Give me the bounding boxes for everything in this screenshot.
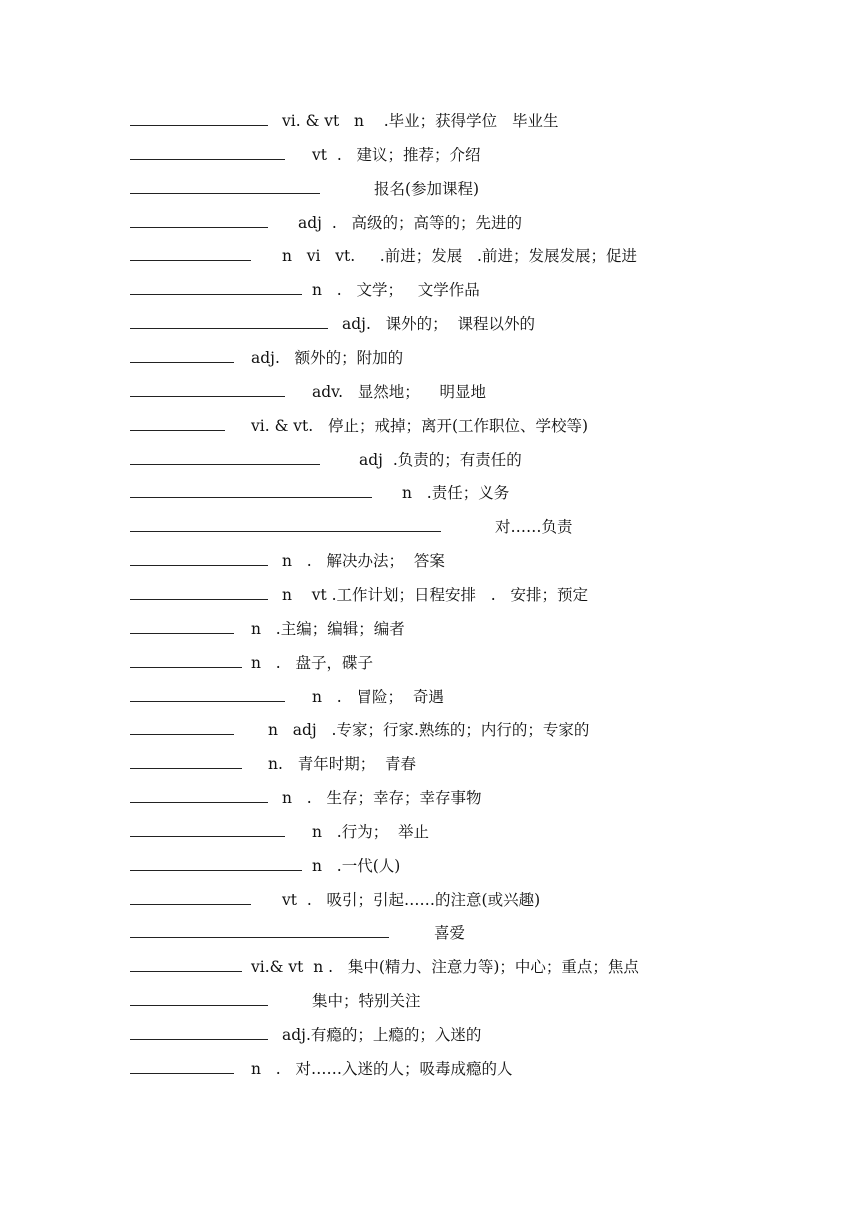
vocab-definition: 集中；特别关注 (312, 992, 421, 1010)
answer-blank[interactable] (130, 531, 441, 532)
vocab-definition: n .一代(人) (312, 857, 401, 875)
answer-blank[interactable] (130, 667, 242, 668)
answer-blank[interactable] (130, 260, 251, 261)
vocab-definition: n . 盘子，碟子 (251, 654, 373, 672)
answer-blank[interactable] (130, 125, 268, 126)
answer-blank[interactable] (130, 768, 242, 769)
answer-blank[interactable] (130, 971, 242, 972)
vocab-row (130, 445, 522, 475)
vocab-definition: adj . 高级的；高等的；先进的 (298, 214, 523, 232)
vocab-definition: n vi vt. .前进；发展 .前进；发展发展；促进 (282, 247, 637, 265)
answer-blank[interactable] (130, 497, 372, 498)
vocab-row (130, 885, 541, 915)
vocab-row (130, 614, 405, 644)
vocab-definition: n .行为； 举止 (312, 823, 430, 841)
vocab-definition: vt . 吸引；引起……的注意(或兴趣) (282, 891, 541, 909)
vocab-row (130, 1020, 482, 1050)
vocab-row (130, 241, 637, 271)
vocab-definition: n adj .专家；行家.熟练的；内行的；专家的 (268, 721, 590, 739)
vocab-definition: vi.& vt n . 集中(精力、注意力等)；中心；重点；焦点 (251, 958, 639, 976)
vocab-row (130, 411, 589, 441)
vocab-definition: adj.有瘾的；上瘾的；入迷的 (282, 1026, 482, 1044)
vocab-row (130, 309, 536, 339)
answer-blank[interactable] (130, 1039, 268, 1040)
vocab-definition: n . 解决办法； 答案 (282, 552, 445, 570)
vocab-definition: n . 文学； 文学作品 (312, 281, 480, 299)
vocab-definition: n vt .工作计划；日程安排 . 安排；预定 (282, 586, 589, 604)
vocab-definition: 对……负责 (495, 518, 573, 536)
answer-blank[interactable] (130, 870, 302, 871)
answer-blank[interactable] (130, 227, 268, 228)
answer-blank[interactable] (130, 328, 328, 329)
answer-blank[interactable] (130, 599, 268, 600)
vocab-row (130, 952, 639, 982)
vocab-definition: adj .负责的；有责任的 (359, 451, 522, 469)
vocab-row (130, 377, 486, 407)
vocab-row (130, 580, 589, 610)
vocab-row (130, 918, 466, 948)
answer-blank[interactable] (130, 633, 234, 634)
vocab-row (130, 512, 573, 542)
vocab-row (130, 546, 445, 576)
vocab-definition: n .责任；义务 (402, 484, 510, 502)
vocab-row (130, 478, 510, 508)
answer-blank[interactable] (130, 565, 268, 566)
answer-blank[interactable] (130, 396, 285, 397)
vocab-row (130, 749, 417, 779)
answer-blank[interactable] (130, 1005, 268, 1006)
vocab-definition: adj. 课外的； 课程以外的 (342, 315, 536, 333)
vocab-row (130, 174, 480, 204)
vocab-definition: adv. 显然地； 明显地 (312, 383, 486, 401)
vocab-definition: n. 青年时期； 青春 (268, 755, 417, 773)
vocab-row (130, 682, 444, 712)
vocab-row (130, 106, 559, 136)
vocab-row (130, 986, 421, 1016)
answer-blank[interactable] (130, 294, 302, 295)
answer-blank[interactable] (130, 159, 285, 160)
vocab-definition: n . 对……入迷的人；吸毒成瘾的人 (251, 1060, 513, 1078)
answer-blank[interactable] (130, 464, 320, 465)
answer-blank[interactable] (130, 701, 285, 702)
answer-blank[interactable] (130, 802, 268, 803)
vocab-definition: vi. & vt. 停止；戒掉；离开(工作职位、学校等) (251, 417, 589, 435)
answer-blank[interactable] (130, 193, 320, 194)
vocab-row (130, 343, 404, 373)
vocab-row (130, 208, 523, 238)
vocab-definition: n .主编；编辑；编者 (251, 620, 405, 638)
vocab-row (130, 140, 481, 170)
vocab-row (130, 715, 590, 745)
vocab-definition: vi. & vt n .毕业；获得学位 毕业生 (282, 112, 559, 130)
answer-blank[interactable] (130, 1073, 234, 1074)
vocab-row (130, 851, 401, 881)
vocab-definition: 喜爱 (434, 924, 466, 942)
vocab-definition: n . 冒险； 奇遇 (312, 688, 444, 706)
vocab-row (130, 817, 430, 847)
answer-blank[interactable] (130, 836, 285, 837)
vocab-definition: adj. 额外的；附加的 (251, 349, 404, 367)
answer-blank[interactable] (130, 904, 251, 905)
vocab-row (130, 648, 373, 678)
vocab-row (130, 1054, 513, 1084)
vocab-definition: 报名(参加课程) (374, 180, 480, 198)
answer-blank[interactable] (130, 937, 389, 938)
vocab-definition: n . 生存；幸存；幸存事物 (282, 789, 482, 807)
answer-blank[interactable] (130, 430, 225, 431)
vocab-row (130, 783, 482, 813)
vocab-definition: vt . 建议；推荐；介绍 (312, 146, 481, 164)
answer-blank[interactable] (130, 362, 234, 363)
vocab-row (130, 275, 480, 305)
answer-blank[interactable] (130, 734, 234, 735)
